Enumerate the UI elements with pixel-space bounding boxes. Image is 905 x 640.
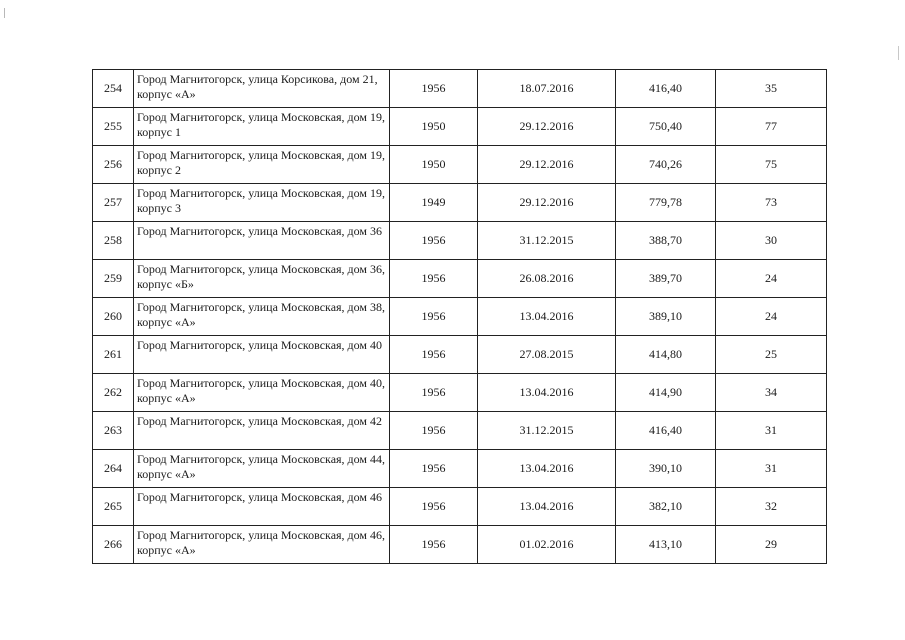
cell-year-built: 1956	[390, 298, 478, 336]
cell-date: 31.12.2015	[478, 222, 616, 260]
cell-row-number: 261	[93, 336, 134, 374]
cell-year-built: 1950	[390, 108, 478, 146]
cell-year-built: 1956	[390, 70, 478, 108]
cell-area: 740,26	[616, 146, 716, 184]
cell-area: 390,10	[616, 450, 716, 488]
cell-area: 413,10	[616, 526, 716, 564]
cell-date: 18.07.2016	[478, 70, 616, 108]
table-row	[93, 184, 827, 222]
cell-residents: 24	[716, 298, 827, 336]
cell-address: Город Магнитогорск, улица Московская, дом 19, корпус 2	[134, 146, 390, 184]
cell-address: Город Магнитогорск, улица Московская, дом 36	[134, 222, 390, 260]
table-row	[93, 298, 827, 336]
cell-address: Город Магнитогорск, улица Московская, дом 46	[134, 488, 390, 526]
table-row	[93, 374, 827, 412]
cell-date: 29.12.2016	[478, 146, 616, 184]
cell-residents: 24	[716, 260, 827, 298]
cell-address: Город Магнитогорск, улица Московская, дом 19, корпус 3	[134, 184, 390, 222]
cell-year-built: 1950	[390, 146, 478, 184]
cell-year-built: 1956	[390, 222, 478, 260]
table-row	[93, 70, 827, 108]
cell-residents: 73	[716, 184, 827, 222]
cell-address: Город Магнитогорск, улица Корсикова, дом 21, корпус «А»	[134, 70, 390, 108]
cell-address: Город Магнитогорск, улица Московская, дом 36, корпус «Б»	[134, 260, 390, 298]
cell-area: 389,70	[616, 260, 716, 298]
cell-area: 779,78	[616, 184, 716, 222]
cell-address: Город Магнитогорск, улица Московская, дом 40	[134, 336, 390, 374]
cell-row-number: 259	[93, 260, 134, 298]
cell-row-number: 263	[93, 412, 134, 450]
cell-row-number: 257	[93, 184, 134, 222]
cell-row-number: 266	[93, 526, 134, 564]
cell-date: 29.12.2016	[478, 184, 616, 222]
cell-row-number: 260	[93, 298, 134, 336]
cell-residents: 29	[716, 526, 827, 564]
cell-area: 750,40	[616, 108, 716, 146]
cell-residents: 31	[716, 412, 827, 450]
cell-row-number: 262	[93, 374, 134, 412]
cell-date: 13.04.2016	[478, 450, 616, 488]
table-row	[93, 108, 827, 146]
cell-residents: 25	[716, 336, 827, 374]
cell-area: 416,40	[616, 70, 716, 108]
cell-address: Город Магнитогорск, улица Московская, дом 19, корпус 1	[134, 108, 390, 146]
table-row	[93, 488, 827, 526]
cell-year-built: 1956	[390, 412, 478, 450]
scan-artifact	[4, 8, 5, 18]
cell-date: 31.12.2015	[478, 412, 616, 450]
cell-row-number: 254	[93, 70, 134, 108]
cell-row-number: 264	[93, 450, 134, 488]
cell-date: 29.12.2016	[478, 108, 616, 146]
cell-year-built: 1949	[390, 184, 478, 222]
table-row	[93, 412, 827, 450]
cell-residents: 77	[716, 108, 827, 146]
cell-date: 27.08.2015	[478, 336, 616, 374]
cell-year-built: 1956	[390, 526, 478, 564]
cell-residents: 31	[716, 450, 827, 488]
cell-residents: 35	[716, 70, 827, 108]
cell-residents: 75	[716, 146, 827, 184]
cell-year-built: 1956	[390, 374, 478, 412]
cell-area: 414,80	[616, 336, 716, 374]
cell-area: 389,10	[616, 298, 716, 336]
table-row	[93, 450, 827, 488]
table-row	[93, 146, 827, 184]
cell-date: 01.02.2016	[478, 526, 616, 564]
cell-row-number: 256	[93, 146, 134, 184]
cell-row-number: 255	[93, 108, 134, 146]
table-row	[93, 222, 827, 260]
table-row	[93, 336, 827, 374]
cell-address: Город Магнитогорск, улица Московская, дом 46, корпус «А»	[134, 526, 390, 564]
housing-registry-table	[92, 69, 827, 564]
cell-date: 26.08.2016	[478, 260, 616, 298]
cell-year-built: 1956	[390, 336, 478, 374]
cell-area: 416,40	[616, 412, 716, 450]
cell-residents: 32	[716, 488, 827, 526]
cell-row-number: 258	[93, 222, 134, 260]
cell-area: 414,90	[616, 374, 716, 412]
cell-year-built: 1956	[390, 450, 478, 488]
cell-row-number: 265	[93, 488, 134, 526]
cell-address: Город Магнитогорск, улица Московская, дом 42	[134, 412, 390, 450]
cell-date: 13.04.2016	[478, 374, 616, 412]
table-row	[93, 526, 827, 564]
cell-year-built: 1956	[390, 260, 478, 298]
table-body	[93, 70, 827, 564]
cell-address: Город Магнитогорск, улица Московская, дом 44, корпус «А»	[134, 450, 390, 488]
cell-area: 388,70	[616, 222, 716, 260]
cell-area: 382,10	[616, 488, 716, 526]
cell-date: 13.04.2016	[478, 298, 616, 336]
cell-year-built: 1956	[390, 488, 478, 526]
scan-artifact	[898, 46, 899, 60]
cell-address: Город Магнитогорск, улица Московская, дом 38, корпус «А»	[134, 298, 390, 336]
cell-residents: 30	[716, 222, 827, 260]
cell-date: 13.04.2016	[478, 488, 616, 526]
cell-address: Город Магнитогорск, улица Московская, дом 40, корпус «А»	[134, 374, 390, 412]
cell-residents: 34	[716, 374, 827, 412]
table-row	[93, 260, 827, 298]
